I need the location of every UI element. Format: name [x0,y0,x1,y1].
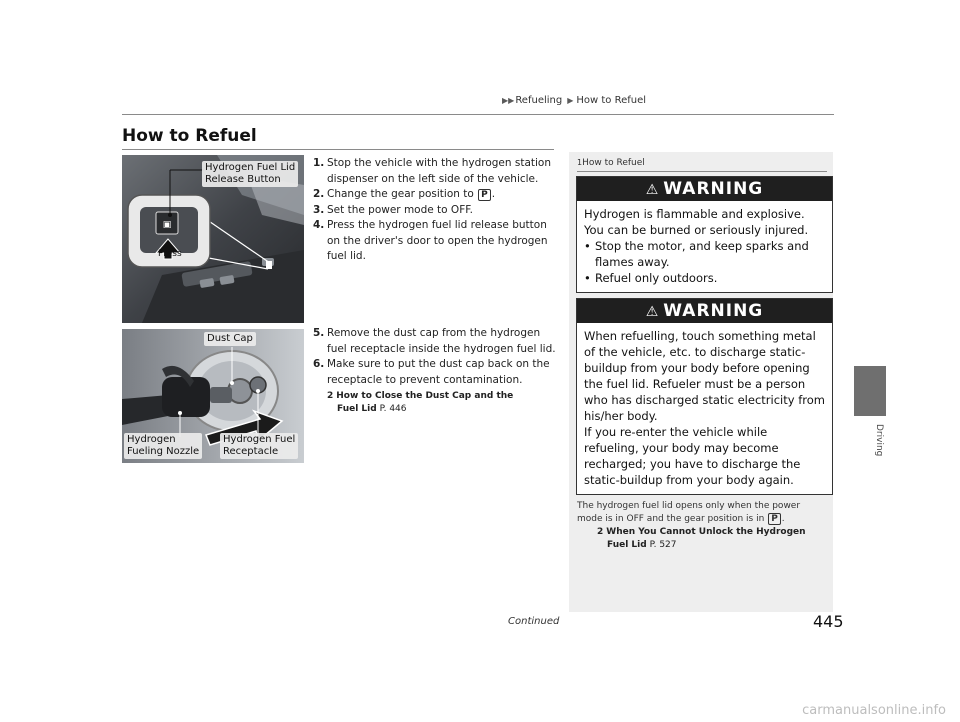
chapter-tab-label: Driving [874,424,884,457]
svg-text:▣: ▣ [162,220,172,230]
warning-triangle-icon: ⚠ [645,182,660,198]
callout-fueling-nozzle: Hydrogen Fueling Nozzle [124,433,202,459]
sidebar-note: The hydrogen fuel lid opens only when the power mode is in OFF and the gear position is in P . 2 When You Cannot Unlock the Hydrogen Fuel Lid P. 527 [577,500,827,552]
step-5: 5. Remove the dust cap from the hydrogen fuel receptacle inside the hydrogen fuel lid. [313,327,556,355]
xref-close-dust-cap[interactable]: 2 How to Close the Dust Cap and the Fuel Lid P. 446 [327,391,514,414]
step-2: 2. Change the gear position to P . [313,188,496,200]
breadcrumb-arrow-icon: ▶▶ [502,96,515,105]
step-3: 3. Set the power mode to OFF. [313,203,473,216]
warning-body: When refuelling, touch something metal of the vehicle, etc. to discharge static-buildup from your body before opening the fuel lid. Refueler must be a person who has discharged static electricity from his/her body. If you re-enter the vehicle while refueling, your body may become recharged; you have to discharge the static-buildup from your body again. [584,329,825,487]
step-6: 6. Make sure to put the dust cap back on the receptacle to prevent contamination. [313,358,550,386]
step-4: 4. Press the hydrogen fuel lid release button on the driver's door to open the hydrogen fuel lid. [313,219,548,262]
callout-fuel-receptacle: Hydrogen Fuel Receptacle [220,433,298,459]
breadcrumb [502,95,646,106]
breadcrumb-page: How to Refuel [576,95,647,106]
page-number: 445 [813,612,844,631]
breadcrumb-section[interactable]: Refueling [515,95,563,106]
callout-fuel-lid-release-button: Hydrogen Fuel Lid Release Button [202,161,298,187]
warning-bullet: • Stop the motor, and keep sparks and flames away. [584,238,825,270]
warning-triangle-icon: ⚠ [645,304,660,320]
watermark: carmanualsonline.info [802,703,946,718]
breadcrumb-separator-icon: ▶ [567,96,574,105]
title-rule [122,149,554,150]
sidebar-heading-rule [577,171,827,172]
warning-header: ⚠ WARNING [577,299,832,323]
sidebar-marker-icon: 1 [577,158,583,167]
continued-label: Continued [508,616,560,627]
header-rule [122,114,834,115]
warning-body: Hydrogen is flammable and explosive. You can be burned or seriously injured. • Stop the motor, and keep sparks and flames away. • Refuel only outdoors. [577,201,832,292]
xref-arrow-icon: 2 [327,391,334,401]
figure-dust-cap-nozzle [122,329,304,463]
callout-press: Press [158,249,182,259]
chapter-tab[interactable] [854,366,886,416]
warning-header: ⚠ WARNING [577,177,832,201]
callout-dust-cap: Dust Cap [204,332,256,346]
warning-box-flammable [576,176,833,293]
warning-box-static [576,298,833,495]
figure-fuel-lid-release-button [122,155,304,323]
sidebar-heading: 1How to Refuel [577,158,645,168]
page-title: How to Refuel [122,126,257,146]
warning-bullet: • Refuel only outdoors. [584,270,825,286]
xref-arrow-icon: 2 [597,527,604,537]
gear-p-icon: P [478,189,491,201]
steps-group-1 [313,156,558,265]
gear-p-icon: P [768,513,781,525]
sidebar-notes [569,152,833,612]
steps-group-2 [313,326,558,416]
step-1: 1. Stop the vehicle with the hydrogen station dispenser on the left side of the vehicle. [313,157,551,185]
xref-cannot-unlock-fuel-lid[interactable]: 2 When You Cannot Unlock the Hydrogen Fuel Lid P. 527 [597,527,806,550]
